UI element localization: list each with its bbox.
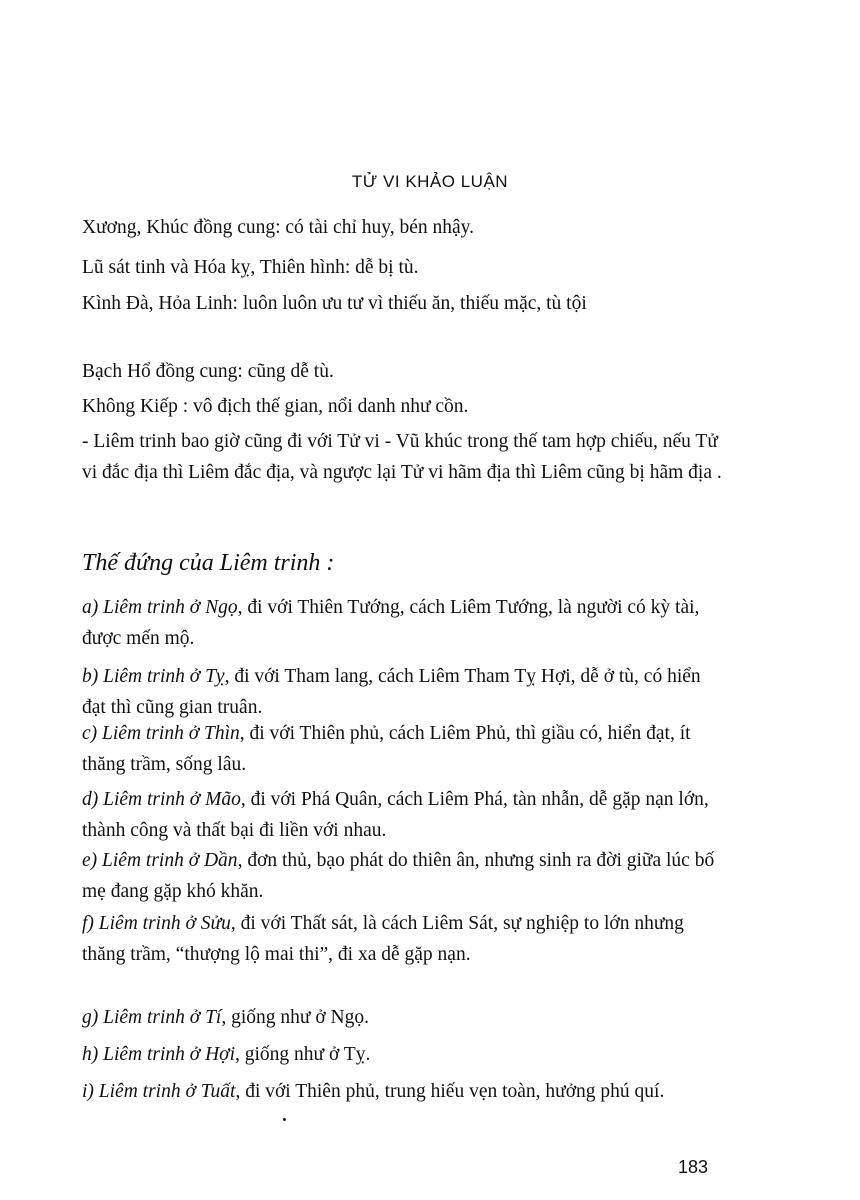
item-lead: a) Liêm trinh ở Ngọ — [82, 597, 238, 618]
body-paragraph: - Liêm trinh bao giờ cũng đi với Tử vi - Vũ khúc trong thế tam hợp chiếu, nếu Tử vi đắc địa thì Liêm đắc địa, và ngược lại Tử vi hãm địa thì Liêm cũng bị hãm địa . — [82, 431, 722, 483]
item-text: , đi với Thất sát, là cách Liêm Sát, sự nghiệp to lớn nhưng thăng trầm, “thượng lộ mai thi”, đi xa dễ gặp nạn. — [82, 913, 684, 965]
page-number: 183 — [678, 1157, 709, 1177]
item-lead: e) Liêm trinh ở Dần — [82, 850, 238, 871]
scan-speck — [283, 1118, 286, 1121]
running-header: TỬ VI KHẢO LUẬN — [351, 172, 509, 191]
item-lead: f) Liêm trinh ở Sửu — [82, 913, 231, 934]
item-text: , đi với Tham lang, cách Liêm Tham Tỵ Hợi, dễ ở tù, có hiển đạt thì cũng gian truân. — [82, 666, 701, 718]
body-line: Kình Đà, Hỏa Linh: luôn luôn ưu tư vì thiếu ăn, thiếu mặc, tù tội — [82, 293, 587, 314]
item-lead: h) Liêm trinh ở Hợi — [82, 1044, 235, 1065]
list-item — [82, 718, 722, 780]
item-text: , đơn thủ, bạo phát do thiên ân, nhưng sinh ra đời giữa lúc bố mẹ đang gặp khó khăn. — [82, 850, 715, 902]
item-lead: d) Liêm trinh ở Mão — [82, 789, 241, 810]
list-item — [82, 1002, 722, 1033]
item-lead: i) Liêm trinh ở Tuất — [82, 1081, 236, 1102]
list-item — [82, 1076, 722, 1107]
item-text: , đi với Thiên phủ, trung hiếu vẹn toàn, hưởng phú quí. — [235, 1081, 665, 1102]
list-item — [82, 845, 722, 907]
body-line: Lũ sát tinh và Hóa kỵ, Thiên hình: dễ bị tù. — [82, 257, 419, 278]
item-text: , đi với Thiên phủ, cách Liêm Phủ, thì giầu có, hiển đạt, ít thăng trầm, sống lâu. — [82, 723, 691, 775]
list-item — [82, 1039, 722, 1070]
body-line: Không Kiếp : vô địch thế gian, nổi danh như cồn. — [82, 396, 469, 417]
item-text: , đi với Thiên Tướng, cách Liêm Tướng, là người có kỳ tài, được mến mộ. — [82, 597, 700, 649]
item-text: , giống như ở Ngọ. — [221, 1007, 369, 1028]
list-item — [82, 592, 722, 654]
item-lead: b) Liêm trinh ở Tỵ — [82, 666, 225, 687]
list-item — [82, 784, 722, 846]
body-line: Bạch Hổ đồng cung: cũng dễ tù. — [82, 361, 334, 382]
item-lead: g) Liêm trinh ở Tí — [82, 1007, 222, 1028]
body-line: Xương, Khúc đồng cung: có tài chỉ huy, bén nhậy. — [82, 217, 475, 238]
section-title: Thế đứng của Liêm trinh : — [82, 550, 335, 576]
item-text: , đi với Phá Quân, cách Liêm Phá, tàn nhẫn, dễ gặp nạn lớn, thành công và thất bại đi liền với nhau. — [82, 789, 709, 841]
item-lead: c) Liêm trinh ở Thìn — [82, 723, 240, 744]
list-item — [82, 908, 722, 970]
item-text: , giống như ở Tỵ. — [234, 1044, 371, 1065]
list-item — [82, 661, 722, 723]
